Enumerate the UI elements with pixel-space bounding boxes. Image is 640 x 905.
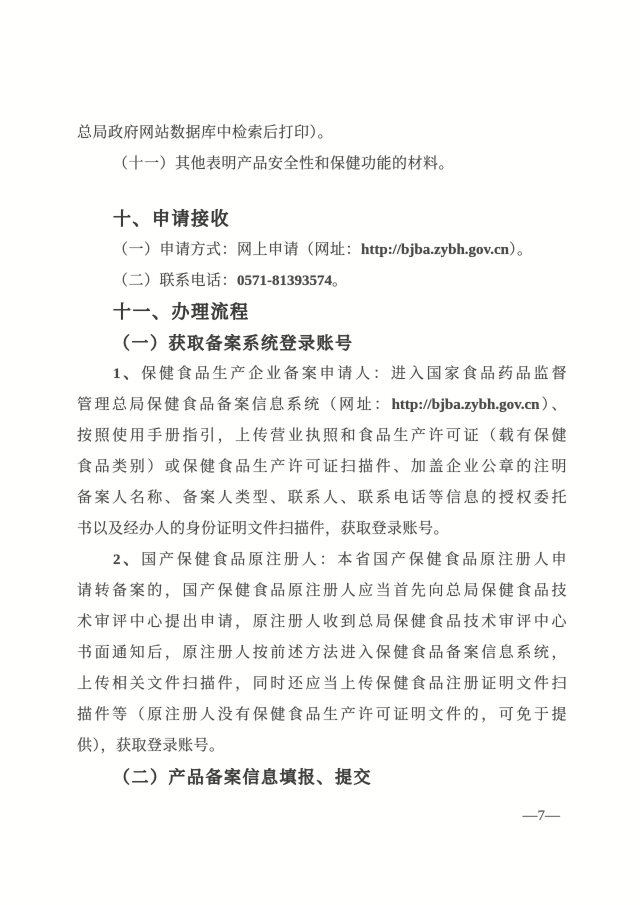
para-number: 1、	[113, 366, 142, 382]
item-text: 。	[332, 273, 348, 289]
para-text: 术审评中心提出申请，原注册人收到总局保健食品技术审评中心	[77, 614, 567, 630]
para-text: 书面通知后，原注册人按前述方法进入保健食品备案信息系统，	[77, 645, 567, 661]
para-text: 书以及经办人的身份证明文件扫描件，获取登录账号。	[77, 521, 450, 537]
para-2-line	[77, 700, 567, 731]
para-1-line	[77, 483, 567, 514]
item-text: ）。	[508, 242, 533, 258]
section-gap	[77, 180, 567, 204]
para-1-line	[77, 452, 567, 483]
intro-line-text: （十一）其他表明产品安全性和保健功能的材料。	[113, 156, 455, 172]
para-2-line	[77, 576, 567, 607]
para-2-line	[77, 669, 567, 700]
page-number: —7—	[522, 808, 560, 824]
para-2-line	[77, 731, 567, 762]
para-number: 2、	[113, 552, 142, 568]
section-10-item-2	[77, 266, 567, 297]
para-1-line	[77, 390, 567, 421]
page-content	[77, 118, 567, 793]
para-2-line	[77, 545, 567, 576]
url-text: http://bjba.zybh.gov.cn	[361, 242, 509, 258]
item-text: （一）申请方式：网上申请（网址：	[113, 242, 362, 258]
para-1-line	[77, 514, 567, 545]
para-text: 请转备案的，国产保健食品原注册人应当首先向总局保健食品技	[77, 583, 567, 599]
para-text: 备案人名称、备案人类型、联系人、联系电话等信息的授权委托	[77, 490, 567, 506]
section-11-heading: 十一、办理流程	[113, 302, 250, 322]
para-text: 上传相关文件扫描件，同时还应当上传保健食品注册证明文件扫	[77, 676, 567, 692]
para-1-line	[77, 359, 567, 390]
para-text: 国产保健食品原注册人：本省国产保健食品原注册人申	[141, 552, 567, 568]
para-text: ）、	[539, 397, 567, 413]
url-text: http://bjba.zybh.gov.cn	[391, 397, 540, 413]
section-10-heading: 十、申请接收	[113, 209, 230, 229]
section-10-item-1	[77, 235, 567, 266]
para-text: 保健食品生产企业备案申请人：进入国家食品药品监督	[141, 366, 567, 382]
para-2-line	[77, 607, 567, 638]
para-text: 描件等（原注册人没有保健食品生产许可证明文件的，可免于提	[77, 707, 567, 723]
section-11-sub-heading-1: （一）获取备案系统登录账号	[113, 334, 354, 353]
section-11-sub-heading-2: （二）产品备案信息填报、提交	[113, 768, 372, 787]
phone-text: 0571-81393574	[237, 273, 333, 289]
intro-line	[77, 149, 567, 180]
intro-line	[77, 118, 567, 149]
item-text: （二）联系电话：	[113, 273, 238, 289]
intro-line-text: 总局政府网站数据库中检索后打印）。	[77, 125, 334, 141]
para-text: 供），获取登录账号。	[77, 738, 225, 754]
para-text: 管理总局保健食品备案信息系统（网址：	[77, 397, 392, 413]
para-text: 按照使用手册指引，上传营业执照和食品生产许可证（载有保健	[77, 428, 567, 444]
para-1-line	[77, 421, 567, 452]
para-2-line	[77, 638, 567, 669]
para-text: 食品类别）或保健食品生产许可证扫描件、加盖企业公章的注明	[77, 459, 567, 475]
